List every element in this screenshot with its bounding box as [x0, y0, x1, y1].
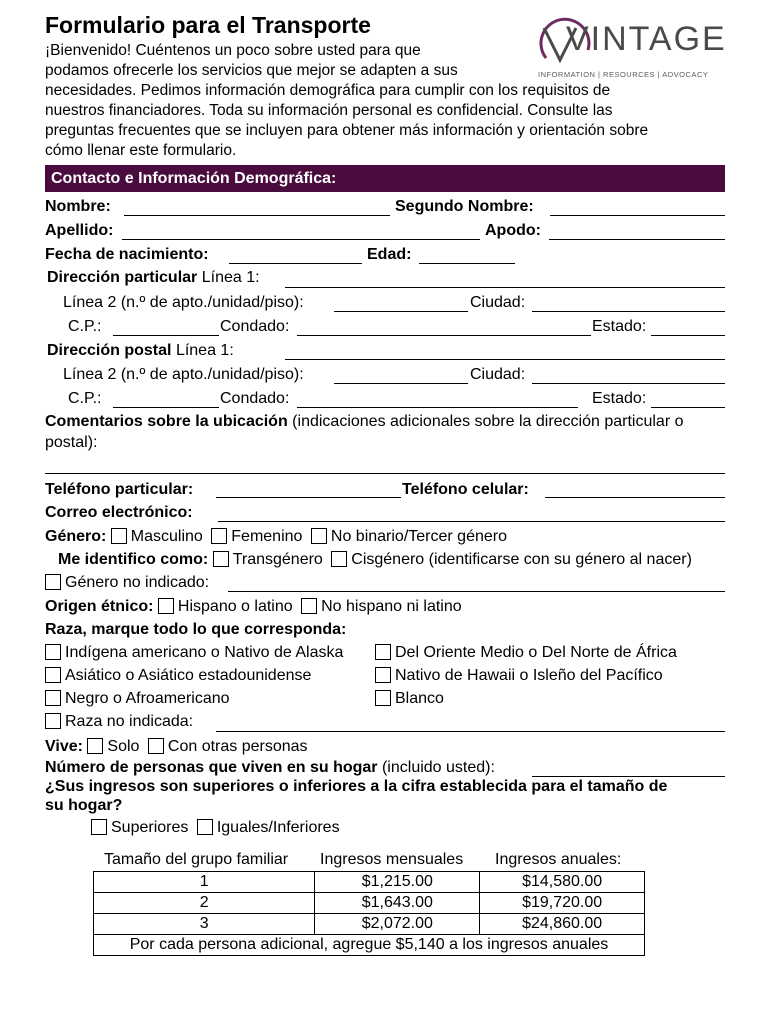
segundo-nombre-field[interactable] — [550, 215, 725, 216]
apodo-field[interactable] — [549, 239, 725, 240]
comentarios-field[interactable] — [45, 473, 725, 474]
label-nombre: Nombre: — [45, 198, 111, 215]
ingresos-options — [91, 819, 340, 837]
label-genero: Género: — [45, 528, 107, 545]
income-header-size: Tamaño del grupo familiar — [104, 851, 289, 868]
label-genero-no-indicado: Género no indicado: — [65, 574, 210, 591]
table-row — [94, 914, 645, 935]
label-cisgenero: Cisgénero (identificarse con su género al nacer) — [351, 551, 692, 568]
label-cp: C.P.: — [68, 390, 102, 407]
iguales-checkbox[interactable] — [197, 819, 213, 835]
label-fecha: Fecha de nacimiento: — [45, 246, 209, 263]
hawaii-option — [375, 667, 663, 685]
no-binario-checkbox[interactable] — [311, 528, 327, 544]
income-header-annual: Ingresos anuales: — [495, 851, 622, 868]
oriente-checkbox[interactable] — [375, 644, 391, 660]
income-size: 2 — [94, 893, 315, 914]
income-annual: $19,720.00 — [480, 893, 645, 914]
logo-tagline: INFORMATION | RESOURCES | ADVOCACY — [538, 70, 709, 79]
label-estado: Estado: — [592, 390, 647, 407]
label-no-hispano: No hispano ni latino — [321, 598, 462, 615]
label-estado: Estado: — [592, 318, 647, 335]
income-footer: Por cada persona adicional, agregue $5,140 a los ingresos anuales — [94, 935, 645, 956]
hawaii-checkbox[interactable] — [375, 667, 391, 683]
dir-particular-linea1-field[interactable] — [285, 287, 725, 288]
label-num-personas-rest: (incluido usted): — [377, 759, 495, 776]
label-no-binario: No binario/Tercer género — [330, 528, 507, 545]
label-condado: Condado: — [220, 390, 290, 407]
label-dir-particular: Dirección particular — [47, 269, 198, 286]
label-dir-postal: Dirección postal — [47, 342, 172, 359]
indigena-option — [45, 644, 343, 662]
label-oriente: Del Oriente Medio o Del Norte de África — [395, 644, 677, 661]
label-ingresos-q2: su hogar? — [45, 797, 123, 814]
table-row — [94, 893, 645, 914]
dir-particular-estado-field[interactable] — [651, 335, 725, 336]
label-comentarios-group — [45, 413, 684, 431]
label-cp: C.P.: — [68, 318, 102, 335]
vintage-logo — [536, 10, 727, 80]
label-asiatico: Asiático o Asiático estadounidense — [65, 667, 312, 684]
negro-checkbox[interactable] — [45, 690, 61, 706]
label-edad: Edad: — [367, 246, 412, 263]
num-personas-row — [45, 759, 495, 777]
edad-field[interactable] — [419, 263, 515, 264]
tel-particular-field[interactable] — [216, 497, 401, 498]
transgenero-checkbox[interactable] — [213, 551, 229, 567]
label-ciudad: Ciudad: — [470, 294, 526, 311]
origen-row — [45, 598, 462, 616]
label-correo: Correo electrónico: — [45, 504, 193, 521]
label-linea2: Línea 2 (n.º de apto./unidad/piso): — [63, 366, 304, 383]
cisgenero-checkbox[interactable] — [331, 551, 347, 567]
label-hawaii: Nativo de Hawaii o Isleño del Pacífico — [395, 667, 663, 684]
label-transgenero: Transgénero — [232, 551, 323, 568]
femenino-checkbox[interactable] — [211, 528, 227, 544]
hispano-checkbox[interactable] — [158, 598, 174, 614]
vive-row — [45, 738, 308, 756]
label-masculino: Masculino — [130, 528, 203, 545]
genero-row — [45, 528, 507, 546]
intro-line: cómo llenar este formulario. — [45, 142, 237, 159]
label-apellido: Apellido: — [45, 222, 114, 239]
raza-no-indicada-checkbox[interactable] — [45, 713, 61, 729]
dir-particular-ciudad-field[interactable] — [532, 311, 725, 312]
income-table — [93, 871, 645, 956]
dir-postal-condado-field[interactable] — [297, 407, 578, 408]
fecha-field[interactable] — [229, 263, 362, 264]
label-comentarios-rest: (indicaciones adicionales sobre la dirección particular o — [287, 413, 684, 430]
label-raza-no-indicada: Raza no indicada: — [65, 713, 194, 730]
correo-field[interactable] — [218, 521, 725, 522]
label-iguales: Iguales/Inferiores — [216, 819, 340, 836]
label-blanco: Blanco — [395, 690, 444, 707]
identifico-row — [58, 551, 692, 569]
superiores-checkbox[interactable] — [91, 819, 107, 835]
intro-line: podamos ofrecerle los servicios que mejor se adapten a sus — [45, 62, 458, 79]
dir-postal-estado-field[interactable] — [651, 407, 725, 408]
income-monthly: $2,072.00 — [315, 914, 480, 935]
raza-no-indicada-option — [45, 713, 193, 731]
genero-no-indicado-field[interactable] — [228, 591, 725, 592]
num-personas-field[interactable] — [532, 776, 725, 777]
raza-no-indicada-field[interactable] — [216, 731, 725, 732]
dir-particular-condado-field[interactable] — [297, 335, 591, 336]
label-vive: Vive: — [45, 738, 83, 755]
income-monthly: $1,643.00 — [315, 893, 480, 914]
label-ingresos-q1: ¿Sus ingresos son superiores o inferiores a la cifra establecida para el tamaño de — [45, 778, 668, 795]
apellido-field[interactable] — [122, 239, 480, 240]
solo-checkbox[interactable] — [87, 738, 103, 754]
intro-line: necesidades. Pedimos información demográfica para cumplir con los requisitos de — [45, 82, 611, 99]
negro-option — [45, 690, 230, 708]
income-annual: $14,580.00 — [480, 872, 645, 893]
blanco-option — [375, 690, 444, 708]
dir-particular-linea2-field[interactable] — [334, 311, 468, 312]
label-tel-particular: Teléfono particular: — [45, 481, 194, 498]
label-condado: Condado: — [220, 318, 290, 335]
label-femenino: Femenino — [231, 528, 303, 545]
no-hispano-checkbox[interactable] — [301, 598, 317, 614]
asiatico-option — [45, 667, 311, 685]
label-negro: Negro o Afroamericano — [65, 690, 230, 707]
otras-checkbox[interactable] — [148, 738, 164, 754]
blanco-checkbox[interactable] — [375, 690, 391, 706]
income-size: 3 — [94, 914, 315, 935]
income-size: 1 — [94, 872, 315, 893]
label-apodo: Apodo: — [485, 222, 541, 239]
label-segundo-nombre: Segundo Nombre: — [395, 198, 534, 215]
intro-line: preguntas frecuentes que se incluyen para obtener más información y orientación sobre — [45, 122, 649, 139]
dir-postal-ciudad-field[interactable] — [532, 383, 725, 384]
genero-no-indicado-row — [45, 574, 209, 592]
label-dir-particular-group — [47, 269, 260, 287]
oriente-option — [375, 644, 677, 662]
label-superiores: Superiores — [111, 819, 189, 836]
label-linea1: Línea 1: — [201, 269, 260, 286]
logo-name: VINTAGE — [566, 20, 727, 58]
dir-postal-linea2-field[interactable] — [334, 383, 468, 384]
income-annual: $24,860.00 — [480, 914, 645, 935]
label-hispano: Hispano o latino — [177, 598, 293, 615]
label-linea2: Línea 2 (n.º de apto./unidad/piso): — [63, 294, 304, 311]
label-origen: Origen étnico: — [45, 598, 154, 615]
label-indigena: Indígena americano o Nativo de Alaska — [65, 644, 344, 661]
dir-particular-cp-field[interactable] — [113, 335, 219, 336]
label-otras: Con otras personas — [167, 738, 308, 755]
masculino-checkbox[interactable] — [111, 528, 127, 544]
asiatico-checkbox[interactable] — [45, 667, 61, 683]
page-title: Formulario para el Transporte — [45, 12, 371, 38]
label-comentarios: Comentarios sobre la ubicación — [45, 413, 288, 430]
dir-postal-cp-field[interactable] — [113, 407, 219, 408]
intro-line: ¡Bienvenido! Cuéntenos un poco sobre usted para que — [45, 42, 421, 59]
section-banner: Contacto e Información Demográfica: — [45, 165, 725, 192]
income-header-monthly: Ingresos mensuales — [320, 851, 464, 868]
label-me-identifico: Me identifico como: — [58, 551, 209, 568]
dir-postal-linea1-field[interactable] — [285, 359, 725, 360]
income-monthly: $1,215.00 — [315, 872, 480, 893]
label-comentarios-line2: postal): — [45, 434, 98, 451]
nombre-field[interactable] — [124, 215, 390, 216]
indigena-checkbox[interactable] — [45, 644, 61, 660]
label-linea1: Línea 1: — [175, 342, 234, 359]
table-row — [94, 872, 645, 893]
genero-no-indicado-checkbox[interactable] — [45, 574, 61, 590]
table-row — [94, 935, 645, 956]
label-ciudad: Ciudad: — [470, 366, 526, 383]
label-solo: Solo — [107, 738, 140, 755]
label-num-personas: Número de personas que viven en su hogar — [45, 759, 378, 776]
label-dir-postal-group — [47, 342, 234, 360]
intro-line: nuestros financiadores. Toda su información personal es confidencial. Consulte las — [45, 102, 613, 119]
tel-celular-field[interactable] — [545, 497, 725, 498]
label-tel-celular: Teléfono celular: — [402, 481, 529, 498]
label-raza: Raza, marque todo lo que corresponda: — [45, 621, 347, 638]
